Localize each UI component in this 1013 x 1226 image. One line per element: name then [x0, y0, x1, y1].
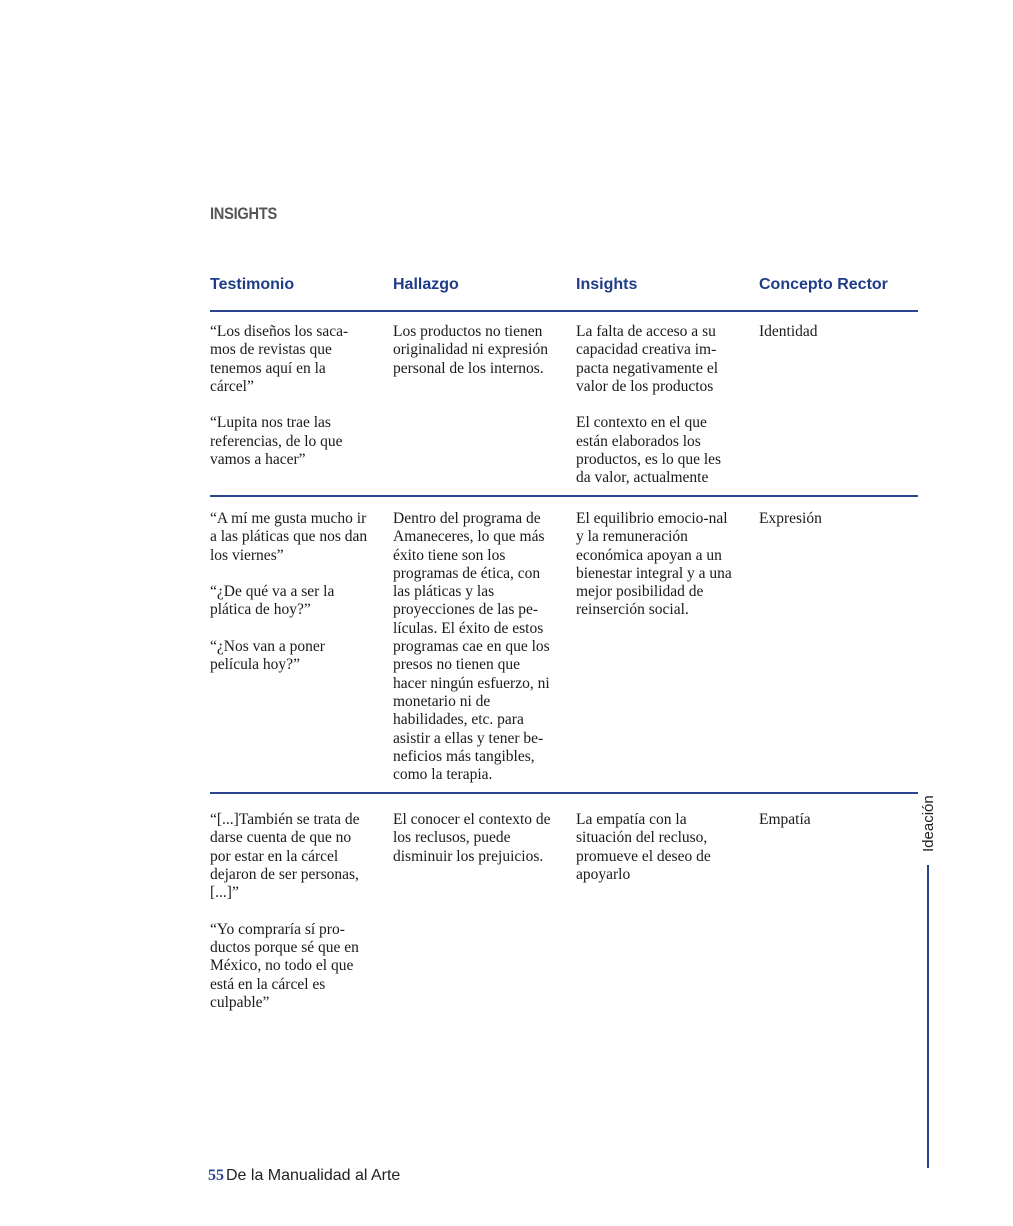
row2-testimonio-quote-2: “¿De qué va a ser la plática de hoy?” [210, 583, 335, 619]
row3-testimonio [210, 811, 370, 1012]
row3-concepto: Empatía [759, 811, 811, 828]
header-concepto-rector: Concepto Rector [759, 276, 888, 293]
row-divider-1 [210, 495, 918, 497]
row3-hallazgo-text: El conocer el contexto de los reclusos, puede disminuir los prejuicios. [393, 811, 551, 865]
header-divider [210, 310, 918, 312]
row2-testimonio [210, 510, 370, 675]
row1-concepto: Identidad [759, 323, 818, 340]
header-insights: Insights [576, 276, 638, 293]
row3-testimonio-quote-1: “[...]También se trata de darse cuenta de que no por estar en la cárcel dejaron de ser personas,[...]” [210, 811, 360, 902]
chapter-side-rule [927, 865, 929, 1168]
row1-hallazgo-text: Los productos no tienen originalidad ni expresión personal de los internos. [393, 323, 548, 377]
row2-insights [576, 510, 736, 620]
book-title: De la Manualidad al Arte [226, 1167, 401, 1184]
section-title: INSIGHTS [210, 204, 277, 223]
row2-hallazgo [393, 510, 553, 784]
row2-testimonio-quote-3: “¿Nos van a poner película hoy?” [210, 638, 325, 674]
row3-hallazgo [393, 811, 553, 866]
header-testimonio: Testimonio [210, 276, 295, 293]
row3-insight-1: La empatía con la situación del recluso, promueve el deseo de apoyarlo [576, 811, 711, 883]
row-divider-2 [210, 792, 918, 794]
row1-testimonio-quote-2: “Lupita nos trae las referencias, de lo que vamos a hacer” [210, 414, 343, 469]
row1-insight-1: La falta de acceso a su capacidad creativa im-pacta negativamente el valor de los productos [576, 323, 719, 395]
row3-insights [576, 811, 736, 884]
row1-insight-2: El contexto en el que están elaborados los productos, es lo que les da valor, actualmente [576, 414, 722, 487]
row1-insights [576, 323, 736, 488]
row1-hallazgo [393, 323, 553, 378]
row2-hallazgo-text: Dentro del programa de Amaneceres, lo que más éxito tiene son los programas de ética, con las pláticas y las proyecciones de las pe-lículas. El éxito de estos programas cae en que los presos no tienen que hacer ningún esfuerzo, ni monetario ni de habilidades, etc. para asistir a ellas y tener be-neficios más tangibles, como la terapia. [393, 510, 550, 784]
row2-insight-1: El equilibrio emocio-nal y la remuneración económica apoyan a un bienestar integral y a una mejor posibilidad de reinserción social. [576, 510, 732, 619]
page-number: 55 [208, 1167, 224, 1184]
header-hallazgo: Hallazgo [393, 276, 459, 293]
page-footer [208, 1167, 400, 1185]
row2-concepto: Expresión [759, 510, 822, 527]
chapter-side-label: Ideación [920, 795, 937, 852]
row1-testimonio-quote-1: “Los diseños los saca-mos de revistas que tenemos aquí en la cárcel” [210, 323, 349, 395]
row1-testimonio [210, 323, 370, 469]
row2-testimonio-quote-1: “A mí me gusta mucho ir a las pláticas que nos dan los viernes” [210, 510, 368, 564]
row3-testimonio-quote-2: “Yo compraría sí pro-ductos porque sé que en México, no todo el que está en la cárcel es culpable” [210, 920, 359, 1011]
